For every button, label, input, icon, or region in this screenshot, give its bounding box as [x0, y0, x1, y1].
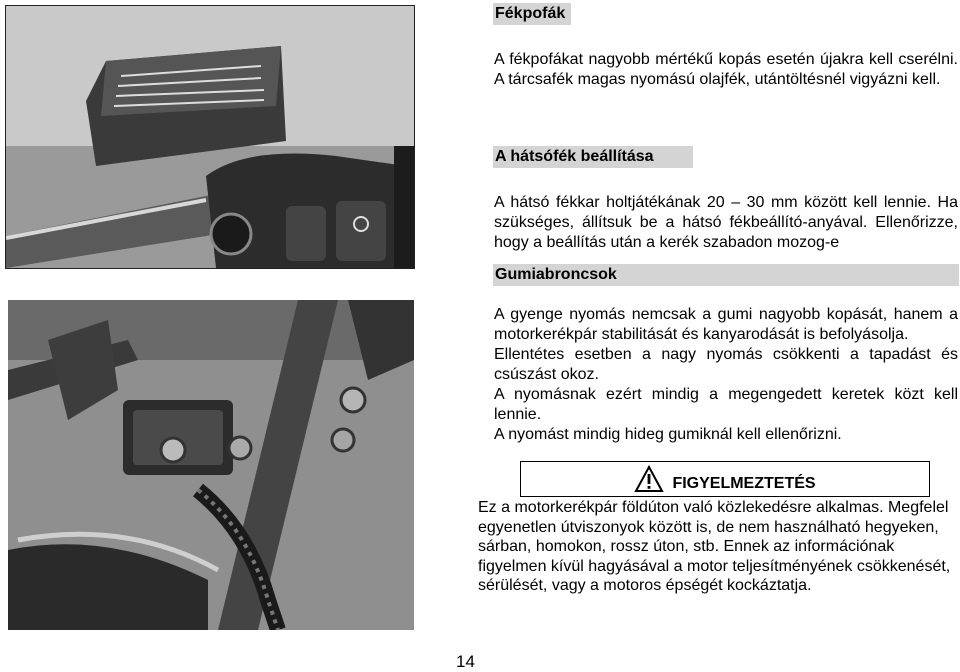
tires-text	[494, 305, 958, 445]
warning-triangle-icon	[634, 465, 664, 493]
warning-text: Ez a motorkerékpár földúton való közlekedésre alkalmas. Megfelel egyenetlen útviszonyok között is, de nem használható hegyeken, sárban, homokon, rossz úton, stb. Ennek az információnak figyelmen kívül hagyásával a motor teljesítményének csökkenését, sérülését, vagy a motoros épségét kockáztatja.	[478, 499, 951, 594]
rear-brake-heading: A hátsófék beállítása	[493, 146, 693, 168]
page-number: 14	[456, 652, 475, 671]
tires-line: Ellentétes esetben a nagy nyomás csökkenti a tapadást és csúszást okoz.	[494, 346, 958, 383]
brake-pads-heading: Fékpofák	[493, 3, 571, 25]
brake-reservoir-photo	[5, 5, 415, 269]
tires-line: A nyomást mindig hideg gumiknál kell ellenőrizni.	[494, 426, 842, 443]
tires-heading: Gumiabroncsok	[493, 264, 959, 286]
brake-pads-text: A fékpofákat nagyobb mértékű kopás esetén újakra kell cserélni. A tárcsafék magas nyomású olajfék, utántöltésnél vigyázni kell.	[494, 51, 958, 88]
rear-brake-text: A hátsó fékkar holtjátékának 20 – 30 mm között kell lennie. Ha szükséges, állítsuk be a hátsó fékbeállító-anyával. Ellenőrizze, hogy a beállítás után a kerék szabadon mozog-e	[494, 194, 958, 251]
warning-box	[520, 461, 930, 497]
brake-switch-photo	[8, 300, 414, 630]
tires-line: A nyomásnak ezért mindig a megengedett keretek közt kell lennie.	[494, 386, 958, 423]
tires-line: A gyenge nyomás nemcsak a gumi nagyobb kopását, hanem a motorkerékpár stabilitását és kanyarodását is befolyásolja.	[494, 306, 958, 343]
warning-title: FIGYELMEZTETÉS	[672, 475, 816, 492]
